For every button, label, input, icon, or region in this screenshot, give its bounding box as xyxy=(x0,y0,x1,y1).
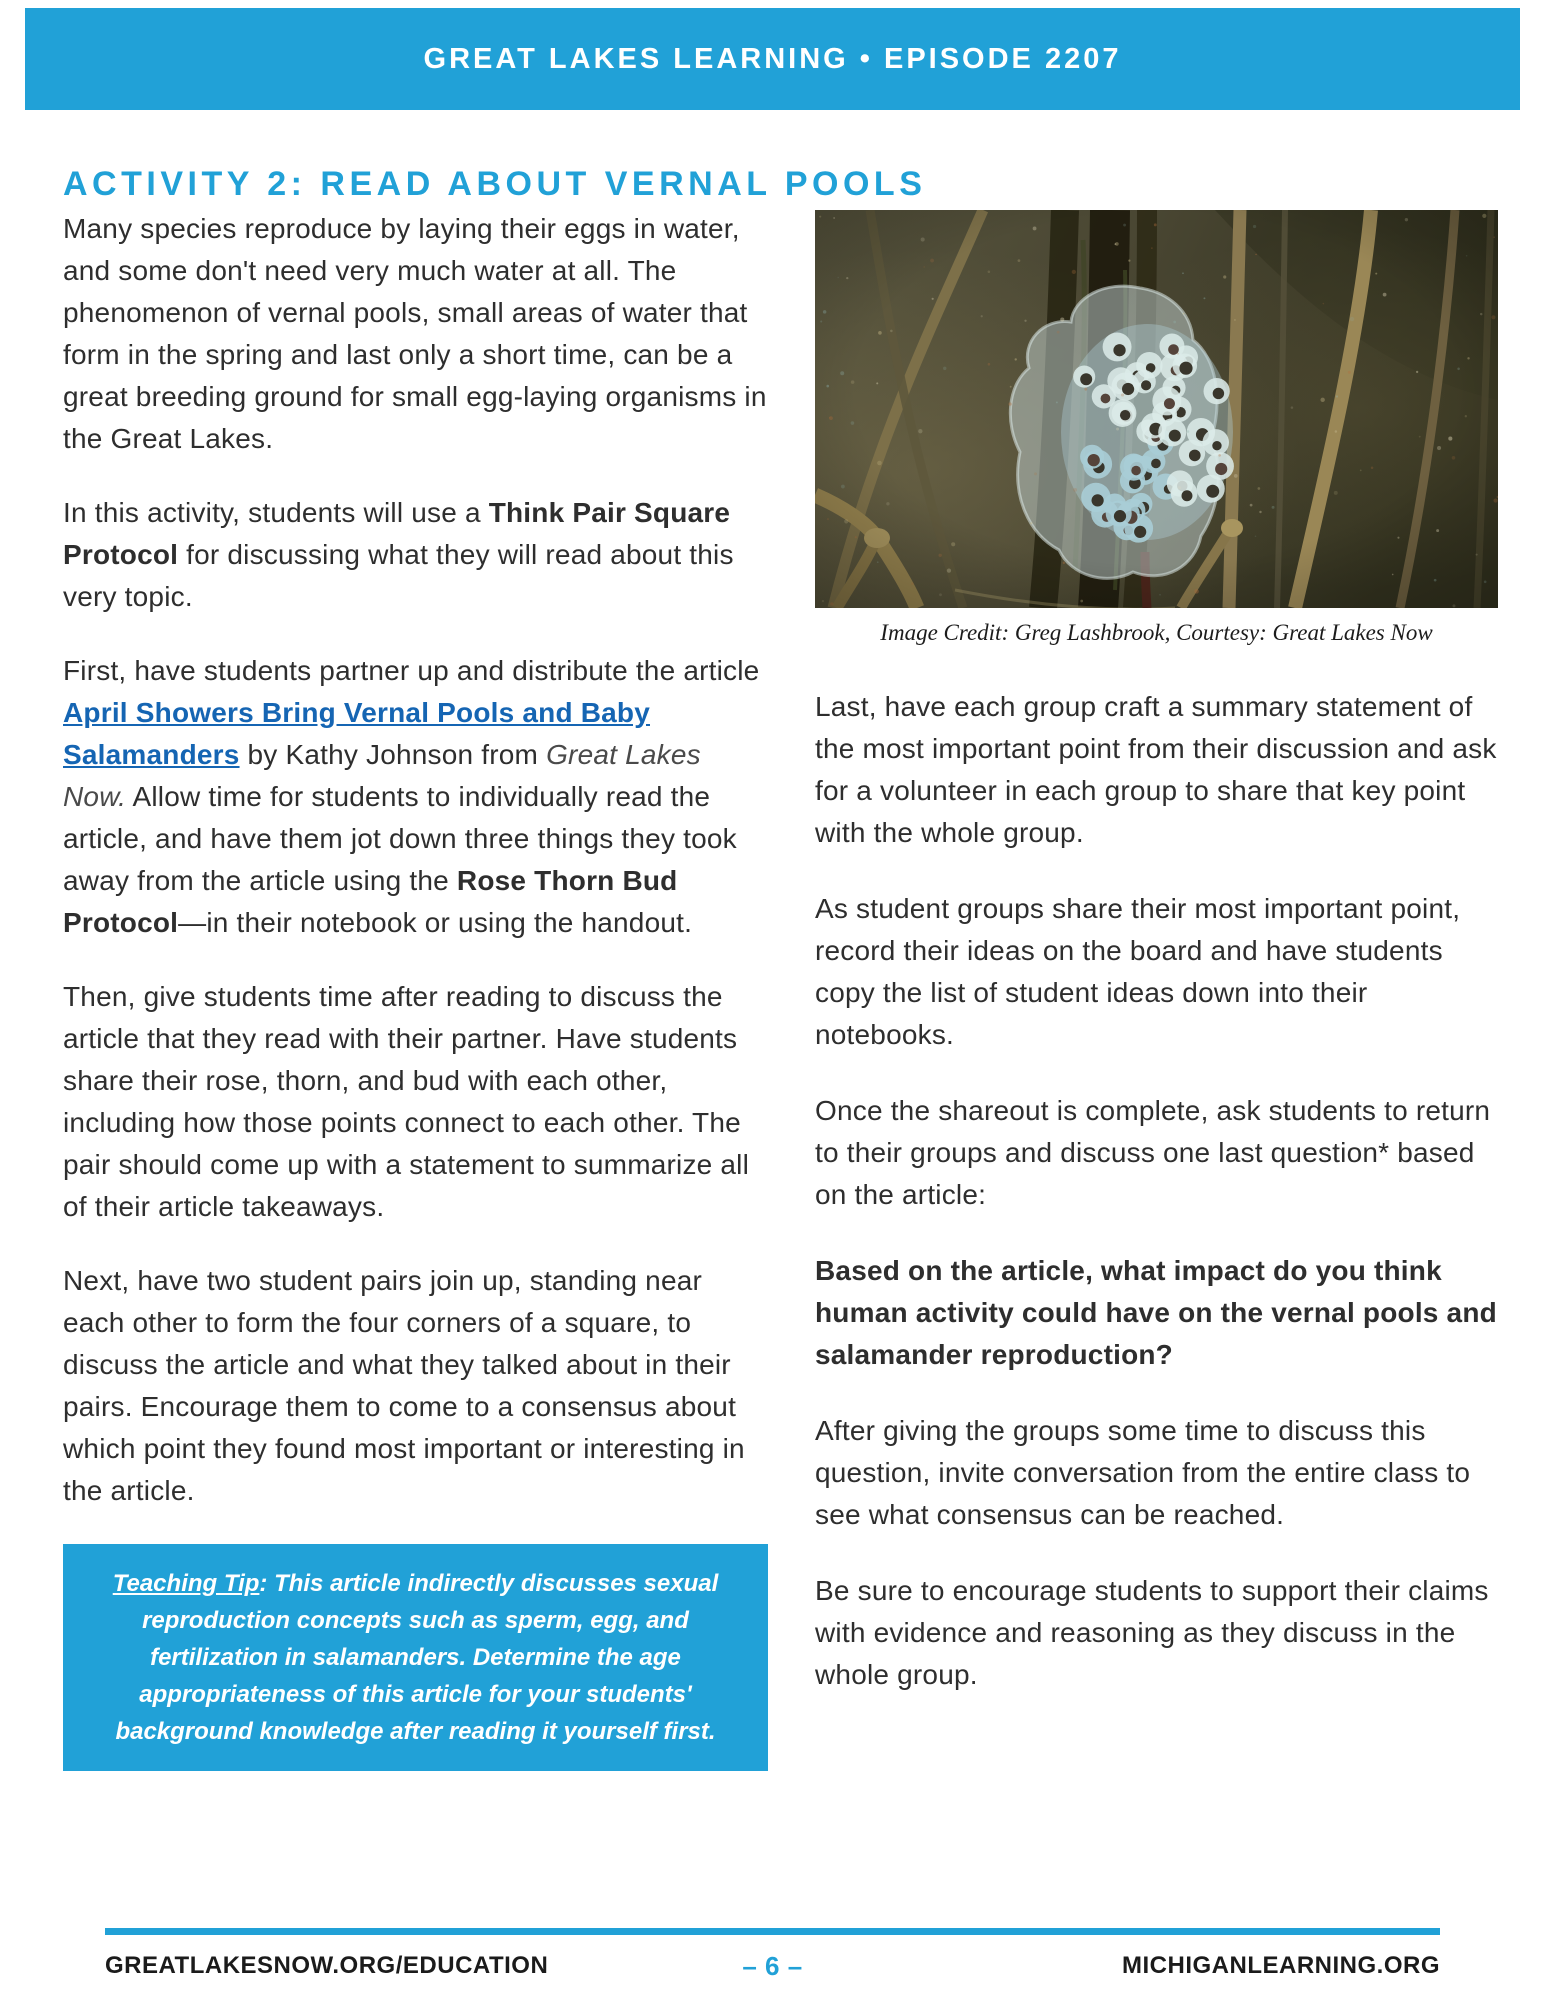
text-segment: Think Pair Square Protocol xyxy=(63,497,731,570)
page-title: ACTIVITY 2: READ ABOUT VERNAL POOLS xyxy=(63,164,927,203)
text-segment: Great Lakes Now. xyxy=(63,739,701,812)
paragraph xyxy=(815,1570,1498,1696)
page-number: – 6 – xyxy=(742,1950,803,1981)
vernal-pool-photo xyxy=(815,210,1498,608)
left-column-text xyxy=(63,208,768,1512)
paragraph xyxy=(815,1250,1498,1376)
text-segment: Last, have each group craft a summary statement of the most important point from their discussion and ask for a volunteer in each group to share that key point with the whole group. xyxy=(815,691,1497,848)
text-segment: As student groups share their most important point, record their ideas on the board and have students copy the list of student ideas down into their notebooks. xyxy=(815,893,1461,1050)
header-banner xyxy=(25,8,1520,110)
text-segment: Many species reproduce by laying their eggs in water, and some don't need very much water at all. The phenomenon of vernal pools, small areas of water that form in the spring and last only a short time, can be a great breeding ground for small egg-laying organisms in the Great Lakes. xyxy=(63,213,767,454)
header-banner-text: GREAT LAKES LEARNING • EPISODE 2207 xyxy=(423,42,1122,75)
photo-caption: Image Credit: Greg Lashbrook, Courtesy: Great Lakes Now xyxy=(880,620,1433,645)
text-segment: Teaching Tip xyxy=(112,1570,260,1597)
text-segment: Allow time for students to individually read the article, and have them jot down three things they took away from the article using the xyxy=(63,781,737,896)
text-segment: Then, give students time after reading to discuss the article that they read with their partner. Have students share their rose, thorn, and bud with each other, including how those points connect to each other. The pair should come up with a statement to summarize all of their article takeaways. xyxy=(63,981,750,1222)
text-segment: : This article indirectly discusses sexual reproduction concepts such as sperm, egg, and fertilization in salamanders. Determine the age appropriateness of this article for your students' background knowledge after reading it yourself first. xyxy=(115,1570,719,1745)
text-segment: Rose Thorn Bud Protocol xyxy=(63,865,678,938)
paragraph xyxy=(63,1260,768,1512)
text-segment: Based on the article, what impact do you think human activity could have on the vernal pools and salamander reproduction? xyxy=(815,1255,1497,1370)
paragraph xyxy=(63,976,768,1228)
paragraph xyxy=(63,650,768,944)
left-column xyxy=(63,208,768,1771)
paragraph xyxy=(815,1090,1498,1216)
footer-left-url: GREATLAKESNOW.ORG/EDUCATION xyxy=(105,1952,549,1979)
right-column-text xyxy=(815,686,1498,1696)
text-segment: Once the shareout is complete, ask students to return to their groups and discuss one last question* based on the article: xyxy=(815,1095,1491,1210)
text-segment: After giving the groups some time to discuss this question, invite conversation from the entire class to see what consensus can be reached. xyxy=(815,1415,1471,1530)
teaching-tip-box xyxy=(63,1544,768,1771)
text-segment: Next, have two student pairs join up, standing near each other to form the four corners of a square, to discuss the article and what they talked about in their pairs. Encourage them to come to a consensus about which point they found most important or interesting in the article. xyxy=(63,1265,745,1506)
text-segment: First, have students partner up and distribute the article xyxy=(63,655,760,686)
text-segment: —in their notebook or using the handout. xyxy=(178,907,693,938)
paragraph xyxy=(815,686,1498,854)
text-segment: for discussing what they will read about this very topic. xyxy=(63,539,734,612)
right-column xyxy=(815,210,1498,1730)
paragraph xyxy=(815,1410,1498,1536)
text-segment: by Kathy Johnson from xyxy=(239,739,547,770)
teaching-tip-text xyxy=(113,1570,719,1745)
text-segment: In this activity, students will use a xyxy=(63,497,489,528)
paragraph xyxy=(815,888,1498,1056)
text-segment: Be sure to encourage students to support their claims with evidence and reasoning as they discuss in the whole group. xyxy=(815,1575,1489,1690)
footer-divider xyxy=(105,1928,1440,1935)
article-link[interactable]: April Showers Bring Vernal Pools and Baby Salamanders xyxy=(63,697,650,770)
footer-right-url: MICHIGANLEARNING.ORG xyxy=(1122,1952,1440,1979)
paragraph xyxy=(63,208,768,460)
footer xyxy=(105,1946,1440,1986)
paragraph xyxy=(63,492,768,618)
